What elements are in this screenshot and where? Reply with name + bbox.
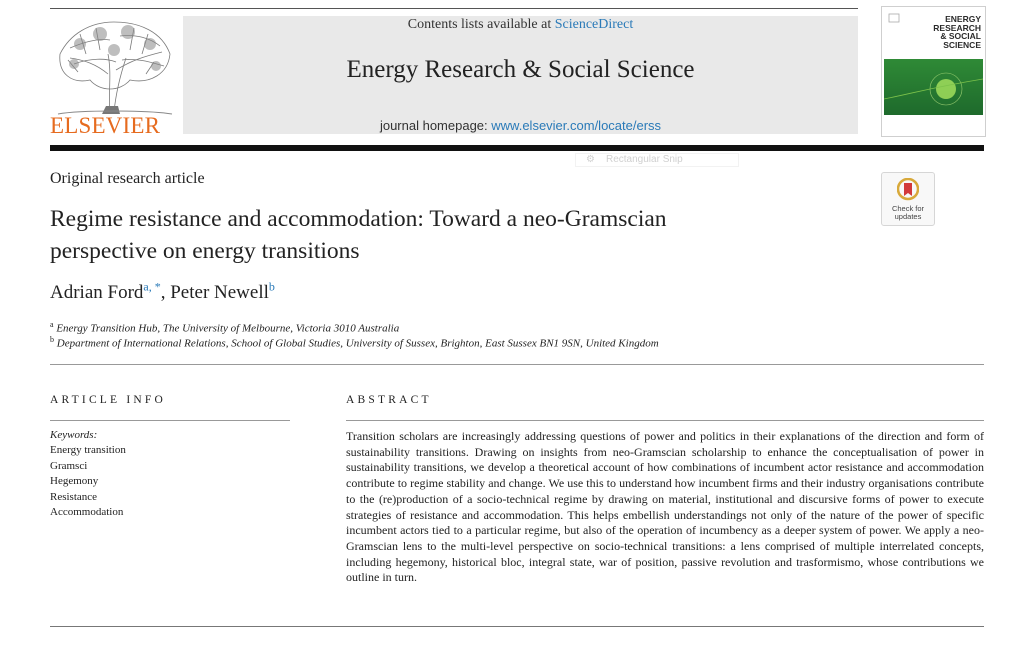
keyword-item: Accommodation — [50, 506, 124, 518]
affiliation-b — [50, 335, 659, 350]
bookmark-check-icon — [897, 178, 919, 204]
author-name[interactable]: Peter Newell — [170, 282, 269, 303]
snip-tooltip — [575, 153, 739, 167]
snip-tooltip-label: Rectangular Snip — [606, 154, 683, 165]
article-title-line: perspective on energy transitions — [50, 238, 360, 264]
keyword-item: Hegemony — [50, 475, 99, 487]
author-affil-marker[interactable]: b — [268, 279, 275, 294]
section-divider — [50, 364, 984, 365]
homepage-url-link[interactable]: www.elsevier.com/locate/erss — [491, 118, 662, 133]
abstract-text: Transition scholars are increasingly addressing questions of power and politics in their explanations of the direction and form of sustainability transitions. Drawing on insights from neo-Gramscian scholarship to enhance the conceptualisation of power in sustainability transitions, we develop a theoretical account of how combinations of incumbent actor resistance and accommodation contribute to regime stability and change. We use this to understand how incumbent firms and their industry organisations contribute to the (re)production of a socio-technical regime by drawing on material, institutional and discursive forms of power to execute strategies of resistance and accommodation. This helps embellish understandings not only of the nature of the power of specific incumbent actors tied to a particular regime, but also of the operation of incumbency as a deeper system of power. We apply a neo-Gramscian lens to the multi-level perspective on socio-technical transitions: a lens comprised of multiple interrelated concepts, including hegemony, historical bloc, integral state, war of position, passive revolution and trasformismo, whose contributions we outline in turn. — [346, 429, 984, 585]
keyword-item: Resistance — [50, 490, 98, 503]
check-for-updates-label — [882, 205, 934, 221]
elsevier-mini-logo-icon — [888, 13, 900, 23]
cover-title-line: & SOCIAL — [940, 31, 981, 41]
article-type: Original research article — [50, 170, 205, 187]
cover-title-line: SCIENCE — [943, 39, 981, 50]
bottom-rule — [50, 626, 984, 627]
author-affil-marker[interactable]: a, * — [143, 279, 161, 294]
contents-line — [183, 17, 858, 33]
keyword-item: Gramsci — [50, 459, 88, 472]
cover-title-line: ENERGY — [945, 14, 981, 24]
check-for-updates-button[interactable] — [881, 172, 935, 226]
article-title — [50, 203, 850, 267]
sciencedirect-link[interactable]: ScienceDirect — [554, 17, 634, 32]
article-info-heading: ARTICLE INFO — [50, 394, 166, 406]
globe-icon — [884, 59, 983, 115]
cover-title-line: RESEARCH — [933, 22, 981, 33]
check-label-line: updates — [894, 212, 922, 221]
snip-gear-icon: ⚙ — [586, 154, 595, 165]
cover-title — [933, 15, 981, 49]
top-rule — [50, 8, 858, 9]
article-info-rule — [50, 420, 290, 421]
author-separator: , — [160, 282, 171, 303]
cover-bottom-strip — [884, 115, 983, 134]
author-list — [50, 279, 275, 304]
affiliation-a — [50, 320, 399, 335]
check-label-line: Check for — [891, 204, 925, 213]
abstract-heading: ABSTRACT — [346, 394, 432, 406]
homepage-prefix: journal homepage: — [379, 118, 492, 133]
affiliation-marker: a — [50, 320, 54, 329]
article-title-line: Regime resistance and accommodation: Toward a neo-Gramscian — [50, 206, 667, 232]
journal-cover-thumbnail[interactable] — [881, 6, 986, 137]
contents-prefix: Contents lists available at — [407, 17, 555, 32]
keyword-item: Energy transition — [50, 444, 126, 456]
elsevier-wordmark: ELSEVIER — [50, 113, 161, 138]
author-name[interactable]: Adrian Ford — [50, 282, 144, 303]
keywords-list — [50, 443, 126, 521]
affiliation-text: Department of International Relations, School of Global Studies, University of Sussex, Brighton, East Sussex BN1 9SN, United Kingdom — [56, 337, 659, 350]
header-thick-rule — [50, 145, 984, 151]
cover-green-band — [884, 59, 983, 115]
journal-title: Energy Research & Social Science — [346, 56, 695, 83]
affiliation-marker: b — [50, 335, 54, 344]
abstract-rule — [346, 420, 984, 421]
keywords-label: Keywords: — [50, 429, 98, 441]
homepage-line — [183, 118, 858, 133]
affiliation-text: Energy Transition Hub, The University of Melbourne, Victoria 3010 Australia — [56, 322, 400, 335]
